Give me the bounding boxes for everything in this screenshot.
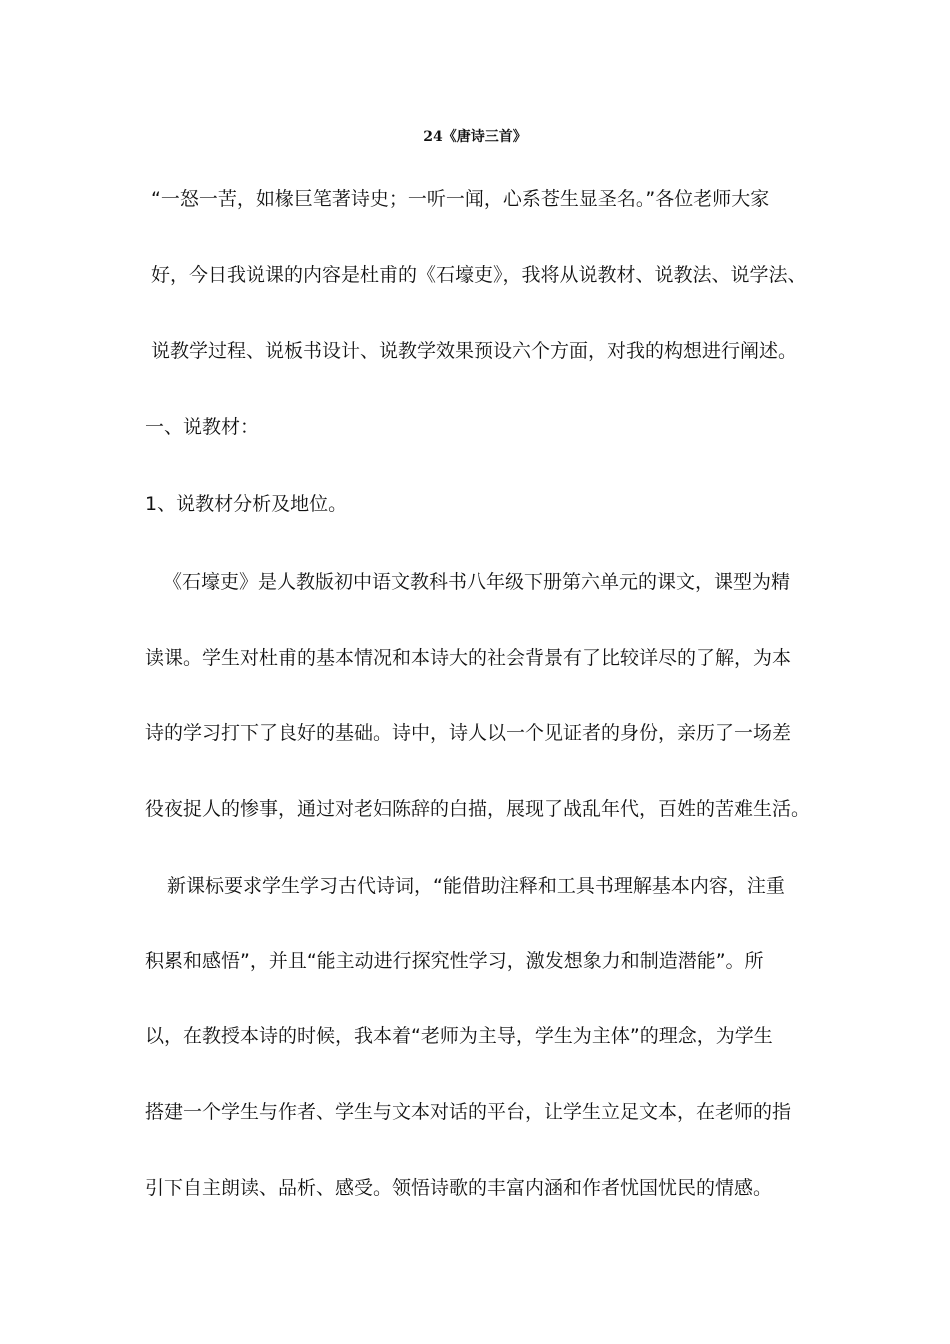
paragraph-line: 积累和感悟”，并且“能主动进行探究性学习，激发想象力和制造潜能”。所	[145, 950, 764, 972]
document-title: 24《唐诗三首》	[423, 129, 527, 145]
paragraph-line: 以，在教授本诗的时候，我本着“老师为主导，学生为主体”的理念，为学生	[145, 1025, 773, 1047]
paragraph-line: 引下自主朗读、品析、感受。领悟诗歌的丰富内涵和作者忧国忧民的情感。	[145, 1177, 773, 1199]
paragraph-line: 新课标要求学生学习古代诗词，“能借助注释和工具书理解基本内容，注重	[167, 875, 785, 897]
paragraph-line: 好，今日我说课的内容是杜甫的《石壕吏》，我将从说教材、说教法、说学法、	[151, 264, 807, 286]
paragraph-line: 搭建一个学生与作者、学生与文本对话的平台，让学生立足文本，在老师的指	[145, 1101, 792, 1123]
paragraph-line: 读课。学生对杜甫的基本情况和本诗大的社会背景有了比较详尽的了解，为本	[145, 647, 792, 669]
paragraph-line: 役夜捉人的惨事，通过对老妇陈辞的白描，展现了战乱年代，百姓的苦难生活。	[145, 798, 811, 820]
paragraph-line: 诗的学习打下了良好的基础。诗中，诗人以一个见证者的身份，亲历了一场差	[145, 722, 792, 744]
paragraph-line: 说教学过程、说板书设计、说教学效果预设六个方面，对我的构想进行阐述。	[151, 340, 798, 362]
section-heading: 一、说教材：	[145, 416, 260, 438]
paragraph-line: 《石壕吏》是人教版初中语文教科书八年级下册第六单元的课文，课型为精	[163, 571, 791, 593]
paragraph-line: “一怒一苦，如椽巨笔著诗史；一听一闻，心系苍生显圣名。”各位老师大家	[151, 188, 770, 210]
subsection-heading: 1、说教材分析及地位。	[145, 493, 348, 515]
